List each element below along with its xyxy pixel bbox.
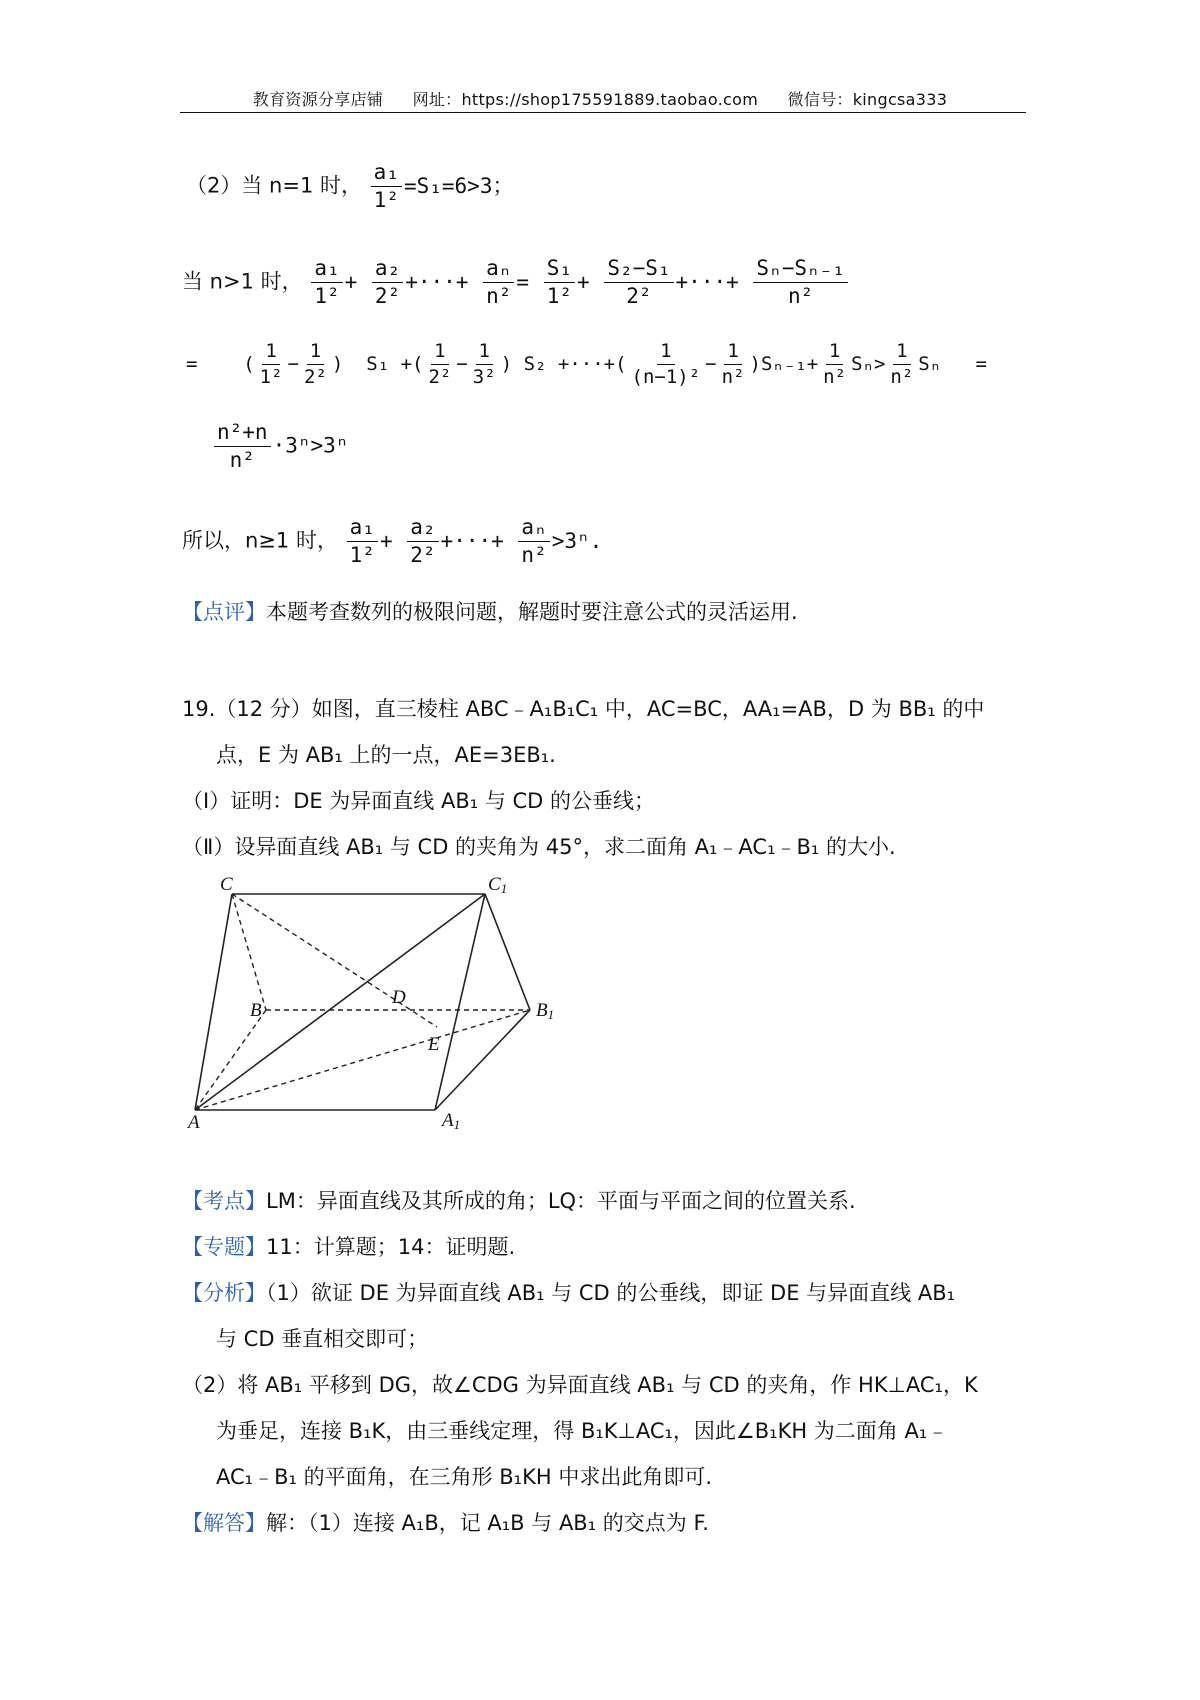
- q19-line1: 19.（12 分）如图，直三棱柱 ABC﹣A₁B₁C₁ 中，AC=BC，AA₁=AB，D 为 BB₁ 的中: [182, 697, 985, 721]
- sum-expansion-line: = ( $\frac{1}{\text{1²}}$ − $\frac{1}{\text{2²}}$ ) S₁ +( $\frac{1}{\text{2²}}$ − $\frac{1}{\text{3²}}$ ) S₂ +···+( $\frac{1}{\text{(n−1)²}}$ − $\frac{1}{\text{n²}}$ )Sₙ₋₁+ $\frac{1}{\text{n²}}$ Sₙ> $\frac{1}{\text{n²}}$ Sₙ =: [186, 340, 987, 388]
- edge-CA: [195, 894, 232, 1110]
- edge-AC1: [195, 894, 485, 1110]
- jieda-line: 【解答】解：（1）连接 A₁B，记 A₁B 与 AB₁ 的交点为 F.: [182, 1511, 709, 1535]
- ngt1-line: 当 n>1 时， $\frac{\text{a₁}}{\text{1²}}$ + $\frac{\text{a₂}}{\text{2²}}$ +···+ $\frac{\text{aₙ}}{\text{n²}}$ = $\frac{\text{S₁}}{\text{1²}}$ + $\frac{\text{S₂−S₁}}{\text{2²}}$ +···+ $\frac{\text{Sₙ−Sₙ₋₁}}{\text{n²}}$: [182, 256, 850, 309]
- label-B: B: [250, 1000, 262, 1021]
- edge-B1A1: [435, 1010, 530, 1110]
- header-url[interactable]: 网址：https://shop175591889.taobao.com: [412, 90, 759, 109]
- fenxi-line5: AC₁﹣B₁ 的平面角，在三角形 B₁KH 中求出此角即可.: [216, 1465, 712, 1489]
- segment-AB1: [195, 1010, 530, 1110]
- header-shop: 教育资源分享店铺: [252, 90, 384, 109]
- header-rule: [180, 112, 1026, 113]
- label-A: A: [188, 1112, 200, 1130]
- n1-line: （2）当 n=1 时， $\frac{\text{a₁}}{\text{1²}}$ =S₁=6>3；: [186, 160, 514, 213]
- kaodian-line: 【考点】LM：异面直线及其所成的角；LQ：平面与平面之间的位置关系.: [182, 1189, 856, 1213]
- bound-line: $\frac{\text{n²+n}}{\text{n²}}$ ·3ⁿ>3ⁿ: [212, 420, 348, 473]
- zhuanti-line: 【专题】11：计算题；14：证明题.: [182, 1235, 516, 1259]
- label-D: D: [392, 987, 406, 1008]
- comment-tag: 【点评】: [182, 600, 266, 624]
- label-E: E: [428, 1034, 440, 1055]
- edge-C1B1: [485, 894, 530, 1010]
- label-C1: C1: [488, 874, 508, 896]
- solution-block: [182, 1178, 1042, 1546]
- edge-CB: [232, 894, 266, 1010]
- comment-line: 【点评】本题考查数列的极限问题，解题时要注意公式的灵活运用.: [182, 600, 798, 624]
- edge-BA: [195, 1010, 266, 1110]
- label-C: C: [220, 874, 233, 895]
- label-B1: B1: [536, 1000, 555, 1022]
- fenxi-line4: 为垂足，连接 B₁K，由三垂线定理，得 B₁K⊥AC₁，因此∠B₁KH 为二面角 A₁﹣: [216, 1419, 949, 1443]
- q19-part2: （Ⅱ）设异面直线 AB₁ 与 CD 的夹角为 45°，求二面角 A₁﹣AC₁﹣B₁ 的大小.: [182, 835, 896, 859]
- page-header: [0, 87, 1200, 110]
- q19-line2: 点，E 为 AB₁ 上的一点，AE=3EB₁.: [216, 743, 556, 767]
- label-A1: A1: [442, 1110, 461, 1130]
- q19-block: [182, 686, 1042, 870]
- conclusion-line: 所以，n≥1 时， $\frac{\text{a₁}}{\text{1²}}$ + $\frac{\text{a₂}}{\text{2²}}$ +···+ $\frac{\text{aₙ}}{\text{n²}}$ >3ⁿ.: [182, 515, 603, 568]
- q19-part1: （Ⅰ）证明：DE 为异面直线 AB₁ 与 CD 的公垂线；: [182, 789, 656, 813]
- prism-figure: [180, 870, 580, 1130]
- header-wechat: 微信号：kingcsa333: [787, 90, 948, 109]
- fenxi-line3: （2）将 AB₁ 平移到 DG，故∠CDG 为异面直线 AB₁ 与 CD 的夹角，作 HK⊥AC₁，K: [182, 1373, 978, 1397]
- fenxi-line2: 与 CD 垂直相交即可；: [216, 1327, 429, 1351]
- fenxi-line1: 【分析】（1）欲证 DE 为异面直线 AB₁ 与 CD 的公垂线，即证 DE 与异面直线 AB₁: [182, 1281, 956, 1305]
